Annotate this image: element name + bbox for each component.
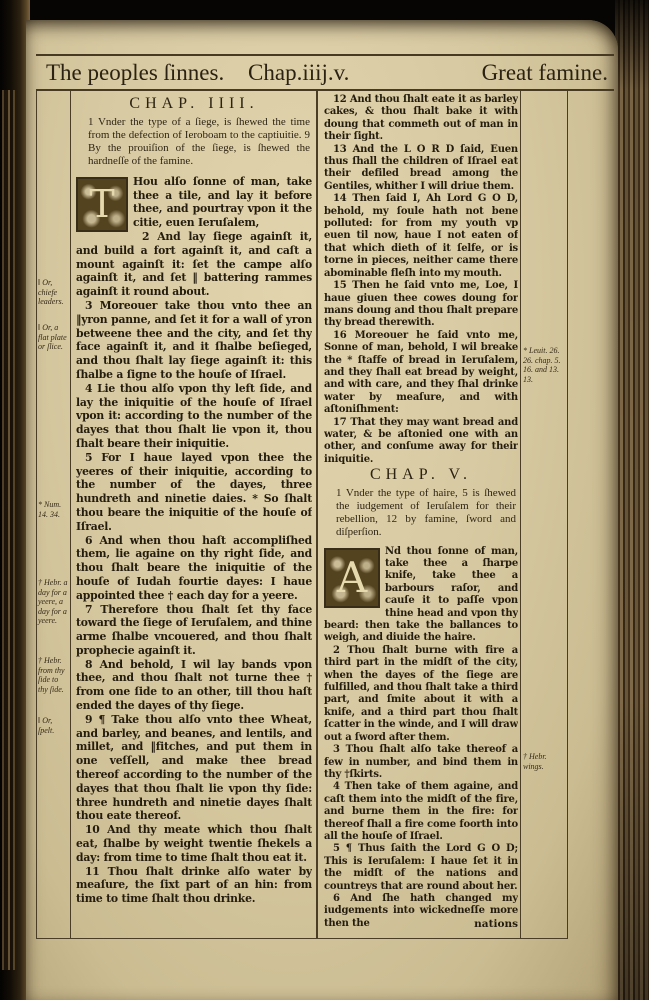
verse-paragraph: 4 Then take of them againe, and caſt them into the midſt of the fire, and burne them in the fire: for thereof ſhall a fire come foorth into all the houſe of Iſrael.	[324, 781, 518, 842]
margin-note: ‖ Or, ſpelt.	[38, 716, 55, 735]
margin-note: * Num. 14. 34.	[38, 500, 62, 519]
margin-note: † Hebr. wings.	[523, 752, 547, 771]
chapter4-verse-1	[76, 175, 312, 230]
verse-paragraph: 3 Moreouer take thou vnto thee an ‖yron panne, and ſet it for a wall of yron betweene thee and the city, and ſet thy face againſt it, and it ſhalbe beſieged, and thou ſhalt lay ſiege againſt it: this ſhalbe a ſigne to the houſe of Iſrael.	[76, 298, 312, 381]
verse-paragraph: 2 And lay ſiege againſt it, and build a fort againſt it, and caſt a mount againſt it: ſet the campe alſo againſt it, and ſet ‖ battering rammes againſt it round about.	[76, 229, 312, 299]
chapter5-heading: CHAP. V.	[369, 466, 473, 484]
verse-paragraph: 16 Moreouer he ſaid vnto me, Sonne of man, behold, I wil breake the * ſtaffe of bread in Ieruſalem, and they ſhall eat bread by weight, and with care, and they ſhal drinke water by meaſure, and with aſtoniſhment:	[324, 329, 518, 416]
running-header	[36, 54, 614, 91]
gutter-page-edges	[2, 90, 18, 970]
verse-paragraph: 12 And thou ſhalt eate it as barley cakes, & thou ſhalt bake it with doung that commeth out of man in their ſight.	[324, 94, 518, 143]
verse-paragraph: 9 ¶ Take thou alſo vnto thee Wheat, and barley, and beanes, and lentils, and millet, and ‖fitches, and put them in one veſſell, and make thee bread thereof according to the number of the dayes that thou ſhalt lie vpon thy ſide: three hundreth and ninetie dayes ſhalt thou eate thereof.	[76, 712, 312, 823]
outer-left-rule	[36, 91, 37, 939]
margin-note: † Hebr. a day for a yeere, a day for a yeere.	[38, 578, 68, 625]
parchment-page	[26, 20, 618, 1000]
outer-right-rule	[567, 91, 568, 939]
verse-paragraph: 3 Thou ſhalt alſo take thereof a few in number, and bind them in thy †ſkirts.	[324, 744, 518, 780]
woodcut-initial-T: T	[76, 177, 128, 232]
text-column-left	[76, 94, 312, 936]
verse-paragraph: 2 Thou ſhalt burne with fire a third part in the midſt of the city, when the dayes of the ſiege are fulfilled, and thou ſhalt take a third part, and ſmite about it with a knife, and a third part thou ſhalt ſcatter in the winde, and I will draw out a ſword after them.	[324, 644, 518, 743]
chapter4-verses-right	[324, 94, 518, 466]
catchword: nations	[474, 918, 518, 930]
header-chapter-label: Chap.iiij.v.	[248, 59, 350, 85]
verse-paragraph: 15 Then he ſaid vnto me, Loe, I haue giuen thee cowes doung for mans doung and thou ſhalt prepare thy bread therewith.	[324, 280, 518, 329]
chapter4-verses-left	[76, 230, 312, 906]
margin-note: * Leuit. 26. 26. chap. 5. 16. and 13. 13.	[523, 346, 561, 384]
chapter4-argument: 1 Vnder the type of a ſiege, is ſhewed the time from the defection of Ieroboam to the captiuitie. 9 By the prouiſion of the ſiege, is ſhewed the hardneſſe of the famine.	[88, 115, 310, 167]
verse-paragraph: 17 That they may want bread and water, & be aſtonied one with an other, and conſume away for their iniquitie.	[324, 416, 518, 465]
verse-paragraph: 6 And ſhe hath changed my iudgements into wickedneſſe more then the	[324, 892, 518, 929]
right-margin-rule	[520, 91, 521, 939]
chapter5-verses	[324, 645, 518, 930]
verse-paragraph: 11 Thou ſhalt drinke alſo water by meaſure, the ſixt part of an hin: from time to time ſhalt thou drinke.	[76, 864, 312, 906]
fore-edge-page-stack	[615, 0, 649, 1000]
verse-paragraph: 4 Lie thou alſo vpon thy left ſide, and lay the iniquitie of the houſe of Iſrael vpon it: according to the number of the dayes that thou ſhalt lie vpon it, thou ſhalt beare their iniquitie.	[76, 381, 312, 450]
margin-note: ‖ Or, a flat plate or ſlice.	[38, 323, 67, 351]
chapter5-argument: 1 Vnder the type of haire, 5 is ſhewed the iudgement of Ieruſalem for their rebellion, 12 by famine, ſword and diſperſion.	[336, 486, 516, 538]
verse-text: Nd thou ſonne of man, take thee a ſharpe knife, take thee a barbours raſor, and cauſe it to paſſe vpon thine head and vpon thy beard: then take the ballances to weigh, and diuide the haire.	[324, 545, 518, 644]
woodcut-initial-A: A	[324, 548, 380, 608]
margin-note: † Hebr. from thy ſide to thy ſide.	[38, 656, 65, 694]
column-divider-rule	[316, 91, 318, 939]
left-margin-rule	[70, 91, 71, 939]
text-column-right	[324, 94, 518, 936]
bottom-frame-rule	[36, 938, 567, 939]
verse-paragraph: 7 Therefore thou ſhalt ſet thy face toward the ſiege of Ieruſalem, and thine arme ſhalbe vncouered, and thou ſhalt prophecie againſt it.	[76, 602, 312, 657]
chapter5-verse-1	[324, 546, 518, 645]
verse-paragraph: 5 For I haue layed vpon thee the yeeres of their iniquitie, according to the number of the dayes, three hundreth and ninetie daies. * So ſhalt thou beare the iniquitie of the houſe of Iſrael.	[76, 450, 312, 533]
verse-paragraph: 5 ¶ Thus ſaith the Lord G O D; This is Ieruſalem: I haue ſet it in the midſt of the nations and countreys that are round about her.	[324, 843, 518, 892]
verse-paragraph: 14 Then ſaid I, Ah Lord G O D, behold, my ſoule hath not bene polluted: for from my youth vp euen til now, haue I not eaten of that which dieth of it ſelfe, or is torne in pieces, neither came there abominable fleſh into my mouth.	[324, 193, 518, 279]
verse-paragraph: 13 And the L O R D ſaid, Euen thus ſhall the children of Iſrael eat their defiled bread among the Gentiles, whither I will driue them.	[324, 143, 518, 192]
header-right-title: Great famine.	[481, 59, 608, 85]
verse-paragraph: 6 And when thou haſt accompliſhed them, lie againe on thy right ſide, and thou ſhalt beare the iniquitie of the houſe of Iudah fourtie dayes: I haue appointed thee † each day for a yeere.	[76, 533, 312, 602]
header-left-title: The peoples ſinnes.	[46, 59, 225, 85]
verse-paragraph: 8 And behold, I wil lay bands vpon thee, and thou ſhalt not turne thee † from one ſide to an other, till thou haſt ended the dayes of thy ſiege.	[76, 657, 312, 713]
chapter4-heading: CHAP. IIII.	[129, 95, 259, 112]
margin-note: ‖ Or, chiefe leaders.	[38, 278, 64, 306]
verse-text: Hou alſo ſonne of man, take thee a tile, and lay it before thee, and pourtray vpon it the citie, euen Ieruſalem,	[133, 174, 312, 230]
verse-paragraph: 10 And thy meate which thou ſhalt eat, ſhalbe by weight twentie ſhekels a day: from time to time ſhalt thou eat it.	[76, 823, 312, 864]
